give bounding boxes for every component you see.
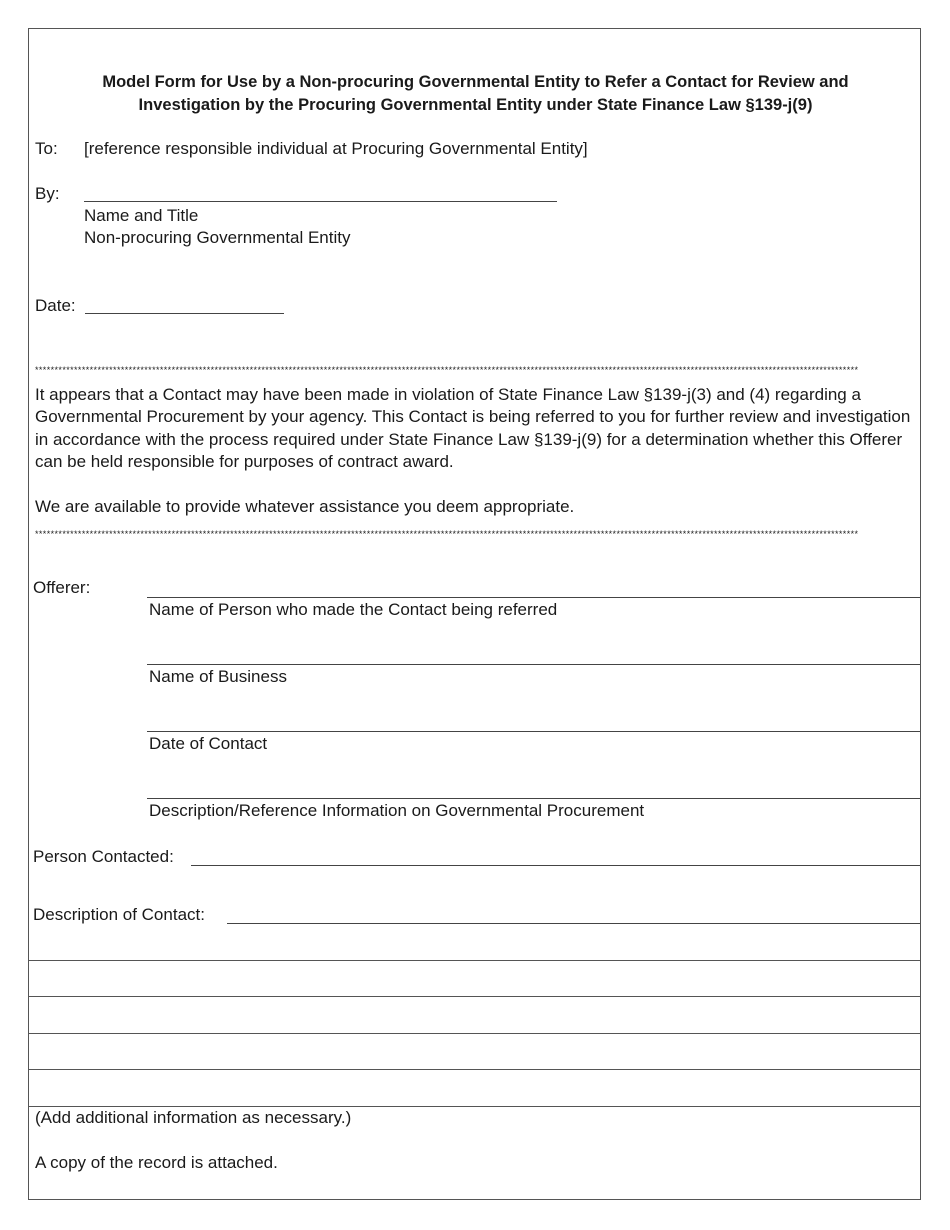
by-label: By: — [35, 184, 60, 203]
description-rule-1[interactable] — [29, 960, 920, 961]
to-label: To: — [35, 139, 58, 158]
offerer-person-line[interactable] — [147, 597, 920, 598]
description-label: Description of Contact: — [33, 905, 205, 924]
offerer-person-caption: Name of Person who made the Contact being referred — [149, 600, 558, 619]
form-title — [29, 71, 922, 116]
date-label: Date: — [35, 296, 76, 315]
description-rule-2[interactable] — [29, 996, 920, 997]
by-signature-line[interactable] — [84, 201, 557, 202]
offerer-business-caption: Name of Business — [149, 667, 287, 686]
record-attached-text: A copy of the record is attached. — [35, 1153, 278, 1172]
separator-stars-bottom: ******************************************************************************************************************************************************************************************************************* — [35, 529, 859, 539]
person-contacted-label: Person Contacted: — [33, 847, 174, 866]
offerer-label: Offerer: — [33, 578, 91, 597]
description-line[interactable] — [227, 923, 920, 924]
offerer-business-line[interactable] — [147, 664, 920, 665]
description-rule-3[interactable] — [29, 1033, 920, 1034]
offerer-procurement-caption: Description/Reference Information on Governmental Procurement — [149, 801, 645, 820]
notice-paragraph: It appears that a Contact may have been made in violation of State Finance Law §139-j(3) and (4) regarding a Governmental Procurement by your agency. This Contact is being referred to you for further review and investigation in accordance with the process required under State Finance Law §139-j(9) for a determination whether this Offerer can be held responsible for purposes of contract award. — [35, 385, 911, 472]
form-title-line-2: Investigation by the Procuring Governmental Entity under State Finance Law §139-j(9) — [138, 95, 813, 114]
date-line[interactable] — [85, 313, 284, 314]
separator-stars-top: ******************************************************************************************************************************************************************************************************************* — [35, 365, 859, 375]
offerer-procurement-line[interactable] — [147, 798, 920, 799]
by-caption-entity: Non-procuring Governmental Entity — [84, 228, 351, 247]
description-rule-4[interactable] — [29, 1069, 920, 1070]
additional-info-text: (Add additional information as necessary.) — [35, 1108, 352, 1127]
form-page — [28, 28, 921, 1200]
offerer-date-caption: Date of Contact — [149, 734, 268, 753]
assistance-text: We are available to provide whatever assistance you deem appropriate. — [35, 497, 575, 516]
offerer-date-line[interactable] — [147, 731, 920, 732]
form-title-line-1: Model Form for Use by a Non-procuring Governmental Entity to Refer a Contact for Review and — [102, 73, 849, 91]
person-contacted-line[interactable] — [191, 865, 920, 866]
by-caption-name-title: Name and Title — [84, 206, 199, 225]
to-value: [reference responsible individual at Procuring Governmental Entity] — [84, 139, 588, 158]
